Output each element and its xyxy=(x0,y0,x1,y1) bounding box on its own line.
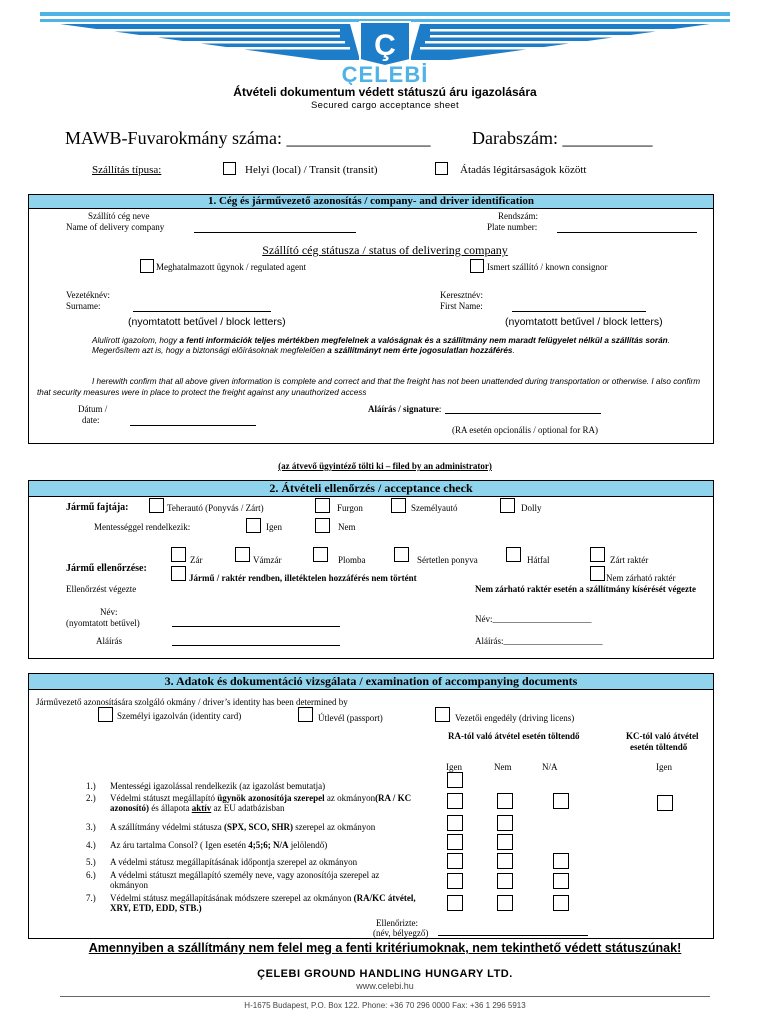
checkbox-id-card[interactable] xyxy=(98,707,113,722)
escort-signature-field[interactable]: Aláírás:______________________ xyxy=(475,636,603,646)
mawb-label: MAWB-Fuvarokmány száma: ________________ xyxy=(65,128,431,148)
seal-label: Plomba xyxy=(338,555,366,565)
checkbox-item3-yes[interactable] xyxy=(447,815,463,831)
checked-by-field[interactable] xyxy=(438,935,588,936)
declaration-en: I herewith confirm that all above given information is complete and correct and that the freight has not been unattended during transportation or otherwise. I also confirm that security measures were in place to protect the freight against any unauthorized access xyxy=(37,377,701,397)
surname-block-letters: (nyomtatott betűvel / block letters) xyxy=(128,316,286,328)
list-item: 4.) Az áru tartalma Consol? ( Igen esetén 4;5;6; N/A jelölendő) xyxy=(86,840,328,850)
regulated-agent-label: Meghatalmazott ügynok / regulated agent xyxy=(156,262,306,272)
logo-wordmark: ÇELEBİ xyxy=(341,62,429,85)
checkbox-item3-no[interactable] xyxy=(497,815,513,831)
checkbox-item6-na[interactable] xyxy=(553,873,569,889)
company-name-label-en: Name of delivery company xyxy=(66,222,165,232)
sig-label: Aláírás xyxy=(96,636,122,646)
vehicle-ok-label: Jármű / raktér rendben, illetéktelen hozzáférés nem történt xyxy=(189,573,417,583)
closed-cargo-label: Zárt raktér xyxy=(610,555,649,565)
local-transit-label: Helyi (local) / Transit (transit) xyxy=(245,164,378,176)
col-kc-yes: Igen xyxy=(656,762,672,772)
admin-note: (az átvevő ügyintéző tölti ki – filed by an administrator) xyxy=(278,461,492,471)
backside-label: Hátfal xyxy=(527,555,550,565)
list-item: 7.) Védelmi státusz megállapításának módszere szerepel az okmányon (RA/KC átvétel, XRY, ETD, EDD, STB.) xyxy=(86,893,416,913)
col-yes: Igen xyxy=(446,762,462,772)
checkbox-van[interactable] xyxy=(315,498,330,513)
company-name-field[interactable] xyxy=(194,232,356,233)
warning-text: Amennyiben a szállítmány nem felel meg a fenti kritériumoknak, nem tekinthető védett státuszúnak! xyxy=(88,941,682,955)
checkbox-item2-na[interactable] xyxy=(553,793,569,809)
company-name-label-hu: Szállító cég neve xyxy=(88,211,150,221)
checkbox-intact-tarp[interactable] xyxy=(394,547,409,562)
kc-column-header-2: esetén töltendő xyxy=(630,742,688,752)
van-label: Furgon xyxy=(337,503,363,513)
checkbox-item7-na[interactable] xyxy=(553,895,569,911)
page-subtitle: Secured cargo acceptance sheet xyxy=(311,100,459,111)
firstname-label-en: First Name: xyxy=(440,301,483,311)
declaration-hu: Alulírott igazolom, hogy a fenti információk teljes mértékben megfelelnek a valóságnak és a szállítmány nem maradt felügyelet nélkül a szállítás során. Megerősítem azt is, hogy a biztonsági előírásoknak megfelelően a szállítmányt nem érte jogosulatlan hozzáférés. xyxy=(92,336,670,355)
name-sub-label: (nyomtatott betűvel) xyxy=(66,618,140,628)
section1-header: 1. Cég és járművezető azonosítás / company- and driver identification xyxy=(28,194,714,209)
checkbox-item2-kc-yes[interactable] xyxy=(657,795,673,811)
checkbox-closed-cargo[interactable] xyxy=(590,547,605,562)
vehicle-type-label: Jármű fajtája: xyxy=(66,502,129,513)
logo-emblem: Ç xyxy=(374,29,396,62)
plate-field[interactable] xyxy=(557,232,697,233)
checkbox-seal[interactable] xyxy=(313,547,328,562)
checkbox-truck[interactable] xyxy=(149,498,164,513)
checkbox-item2-yes[interactable] xyxy=(447,793,463,809)
dolly-label: Dolly xyxy=(521,503,542,513)
checkbox-backside[interactable] xyxy=(506,547,521,562)
page-title: Átvételi dokumentum védett státuszú áru igazolására xyxy=(233,85,537,99)
shipping-type-label: Szállítás típusa: xyxy=(92,164,162,176)
checkbox-dolly[interactable] xyxy=(500,498,515,513)
customs-lock-label: Vámzár xyxy=(253,555,282,565)
inspector-signature-field[interactable] xyxy=(172,645,340,646)
id-doc-label: Járművezető azonosítására szolgáló okmány / driver’s identity has been determined by xyxy=(36,697,348,707)
checkbox-driving-license[interactable] xyxy=(435,707,450,722)
checkbox-item7-no[interactable] xyxy=(497,895,513,911)
known-consignor-label: Ismert szállító / known consignor xyxy=(487,262,608,272)
checkbox-vehicle-ok[interactable] xyxy=(171,566,186,581)
checkbox-item5-no[interactable] xyxy=(497,853,513,869)
plate-label-hu: Rendszám: xyxy=(498,211,538,221)
logo xyxy=(0,0,770,85)
escort-note: Nem zárható raktér esetén a szállítmány kísérését végezte xyxy=(475,584,697,594)
car-label: Személyautó xyxy=(411,503,458,513)
intact-tarp-label: Sértetlen ponyva xyxy=(417,555,478,565)
date-label-en: date: xyxy=(82,415,100,425)
checkbox-item5-yes[interactable] xyxy=(447,853,463,869)
exemption-no-label: Nem xyxy=(338,522,356,532)
checked-by-sub: (név, bélyegző) xyxy=(373,928,429,938)
count-label: Darabszám: __________ xyxy=(472,128,653,148)
firstname-field[interactable] xyxy=(512,311,646,312)
footer-divider xyxy=(60,996,710,997)
checkbox-local-transit[interactable] xyxy=(223,162,236,175)
section3-header: 3. Adatok és dokumentáció vizsgálata / examination of accompanying documents xyxy=(28,673,714,690)
interline-label: Átadás légitársaságok között xyxy=(460,164,587,176)
checkbox-lock[interactable] xyxy=(171,547,186,562)
checkbox-item4-yes[interactable] xyxy=(447,834,463,850)
checkbox-item5-na[interactable] xyxy=(553,853,569,869)
section2-header: 2. Átvételi ellenőrzés / acceptance check xyxy=(28,480,714,497)
signature-optional-note: (RA esetén opcionális / optional for RA) xyxy=(452,425,598,435)
escort-name-field[interactable]: Név:______________________ xyxy=(475,614,592,624)
firstname-block-letters: (nyomtatott betűvel / block letters) xyxy=(505,316,663,328)
inspector-name-field[interactable] xyxy=(172,626,340,627)
surname-label-en: Surname: xyxy=(66,301,101,311)
footer-web: www.celebi.hu xyxy=(356,981,414,991)
col-na: N/A xyxy=(542,762,558,772)
checkbox-regulated-agent[interactable] xyxy=(140,259,154,273)
passport-label: Útlevél (passport) xyxy=(318,713,383,723)
col-no: Nem xyxy=(494,762,512,772)
vehicle-check-label: Jármű ellenőrzése: xyxy=(66,563,147,574)
list-item: 5.) A védelmi státusz megállapításának időpontja szerepel az okmányon xyxy=(86,857,358,867)
firstname-label-hu: Keresztnév: xyxy=(440,290,483,300)
list-item: 3.) A szállítmány védelmi státusza (SPX, SCO, SHR) szerepel az okmányon xyxy=(86,822,376,832)
checkbox-item1-yes[interactable] xyxy=(447,772,463,788)
open-cargo-label: Nem zárható raktér xyxy=(606,573,676,583)
checkbox-customs-lock[interactable] xyxy=(235,547,250,562)
exemption-label: Mentességgel rendelkezik: xyxy=(94,522,191,532)
list-item: 1.) Mentességi igazolással rendelkezik (az igazolást bemutatja) xyxy=(86,781,326,791)
surname-label-hu: Vezetéknév: xyxy=(66,290,110,300)
checkbox-item6-yes[interactable] xyxy=(447,873,463,889)
kc-column-header-1: KC-tól való átvétel xyxy=(626,731,699,741)
id-card-label: Személyi igazolván (identity card) xyxy=(117,711,242,721)
checkbox-item4-no[interactable] xyxy=(497,834,513,850)
checkbox-exemption-yes[interactable] xyxy=(246,518,261,533)
checkbox-item6-no[interactable] xyxy=(497,873,513,889)
lock-label: Zár xyxy=(190,555,203,565)
check-done-label: Ellenőrzést végezte xyxy=(66,584,137,594)
footer-address: H-1675 Budapest, P.O. Box 122. Phone: +36 70 296 0000 Fax: +36 1 296 5913 xyxy=(244,1001,526,1010)
list-item: 6.) A védelmi státuszt megállapító személy neve, vagy azonosítója szerepel az okmányon xyxy=(86,870,380,890)
signature-field[interactable] xyxy=(445,413,601,414)
exemption-yes-label: Igen xyxy=(266,522,282,532)
checkbox-item7-yes[interactable] xyxy=(447,895,463,911)
checkbox-interline[interactable] xyxy=(435,162,448,175)
celebi-wings-logo xyxy=(0,0,770,85)
signature-label: Aláírás / signature: xyxy=(368,404,442,414)
truck-label: Teherautó (Ponyvás / Zárt) xyxy=(167,503,264,513)
checkbox-car[interactable] xyxy=(391,498,406,513)
driving-license-label: Vezetői engedély (driving licens) xyxy=(455,713,575,723)
checkbox-passport[interactable] xyxy=(298,707,313,722)
name-label: Név: xyxy=(100,607,118,617)
checked-by-label: Ellenőrizte: xyxy=(376,918,418,928)
company-status-title: Szállító cég státusza / status of delivering company xyxy=(262,243,508,257)
list-item: 2.) Védelmi státuszt megállapító ügynök azonosítója szerepel az okmányon(RA / KC azonosító) és állapota aktív az EU adatbázisban xyxy=(86,793,412,813)
checkbox-item2-no[interactable] xyxy=(497,793,513,809)
date-label-hu: Dátum / xyxy=(78,404,108,414)
ra-column-header: RA-tól való átvétel esetén töltendő xyxy=(448,731,580,741)
checkbox-open-cargo[interactable] xyxy=(590,566,605,581)
footer-company: ÇELEBI GROUND HANDLING HUNGARY LTD. xyxy=(257,968,513,980)
checkbox-exemption-no[interactable] xyxy=(315,518,330,533)
plate-label-en: Plate number: xyxy=(487,222,538,232)
date-field[interactable] xyxy=(130,425,256,426)
checkbox-known-consignor[interactable] xyxy=(470,259,484,273)
surname-field[interactable] xyxy=(133,311,271,312)
